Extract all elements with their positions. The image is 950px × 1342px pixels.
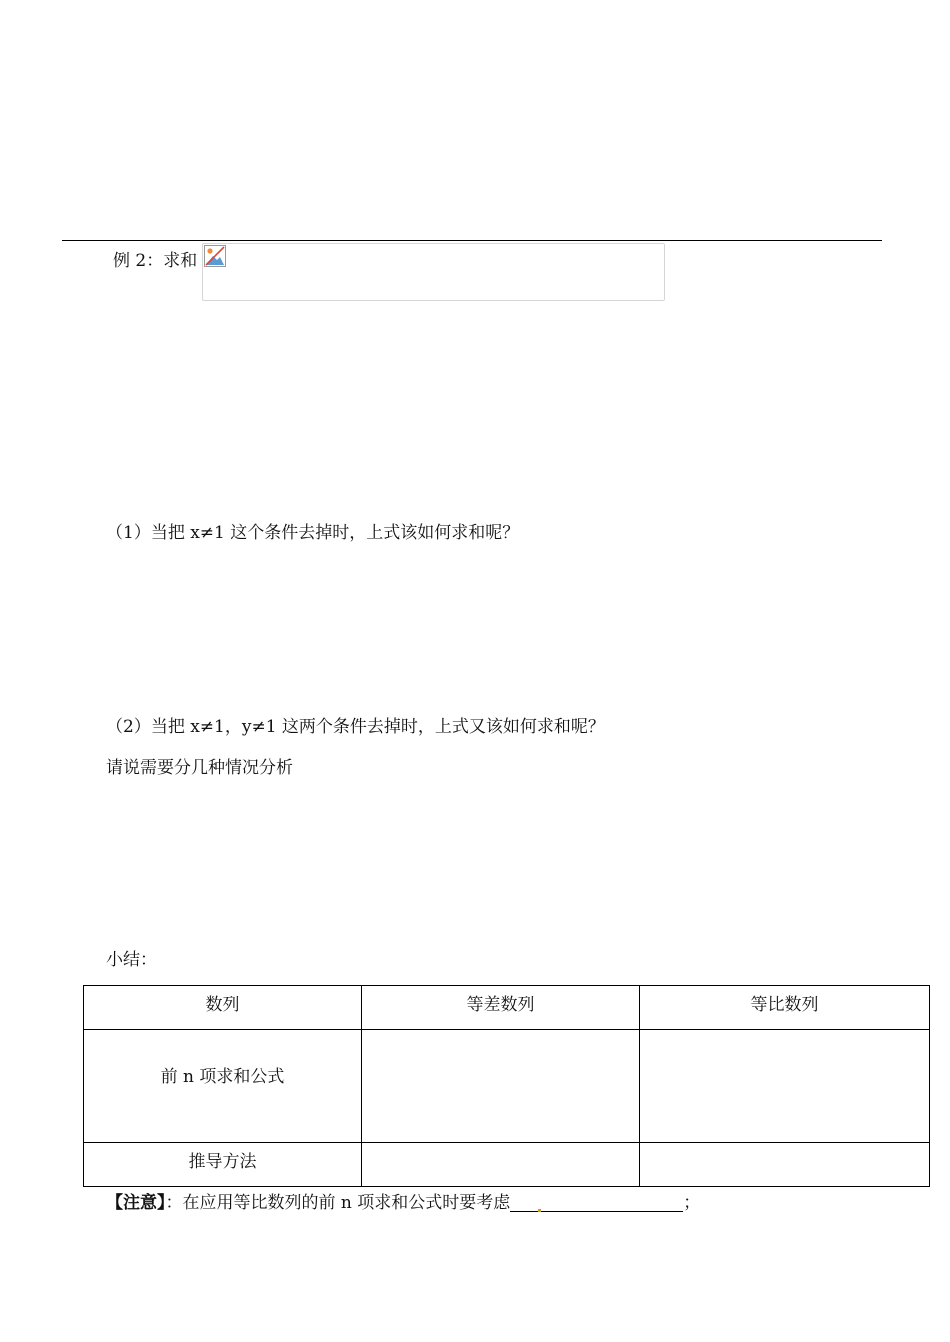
row-label-derivation-method: 推导方法 (84, 1143, 362, 1187)
note-suffix: ； (683, 1193, 701, 1213)
row-label-sum-formula: 前 n 项求和公式 (84, 1030, 362, 1143)
note-prefix: 【注意】 (106, 1193, 166, 1213)
broken-image-icon (204, 245, 226, 267)
answer-blank-short (510, 1193, 538, 1212)
table-cell (362, 1030, 640, 1143)
example-2-label: 例 2：求和 (113, 251, 198, 271)
summary-table (83, 985, 930, 1187)
question-2: （2）当把 x≠1，y≠1 这两个条件去掉时，上式又该如何求和呢？ (106, 717, 605, 737)
table-cell (640, 1030, 930, 1143)
hint-text: 请说需要分几种情况分析 (106, 758, 293, 778)
table-cell (362, 1143, 640, 1187)
table-cell (640, 1143, 930, 1187)
summary-label: 小结： (106, 950, 157, 970)
table-row (84, 1143, 930, 1187)
table-header-row (84, 986, 930, 1030)
note-text: ：在应用等比数列的前 n 项求和公式时要考虑 (165, 1193, 511, 1213)
formula-image-placeholder (202, 243, 665, 301)
table-row (84, 1030, 930, 1143)
header-cell-geometric: 等比数列 (640, 986, 930, 1030)
header-cell-arithmetic: 等差数列 (362, 986, 640, 1030)
note-line (106, 1192, 700, 1214)
answer-blank-long (541, 1193, 683, 1212)
header-cell-sequence: 数列 (84, 986, 362, 1030)
header-rule (62, 240, 882, 241)
question-1: （1）当把 x≠1 这个条件去掉时，上式该如何求和呢？ (106, 523, 520, 543)
